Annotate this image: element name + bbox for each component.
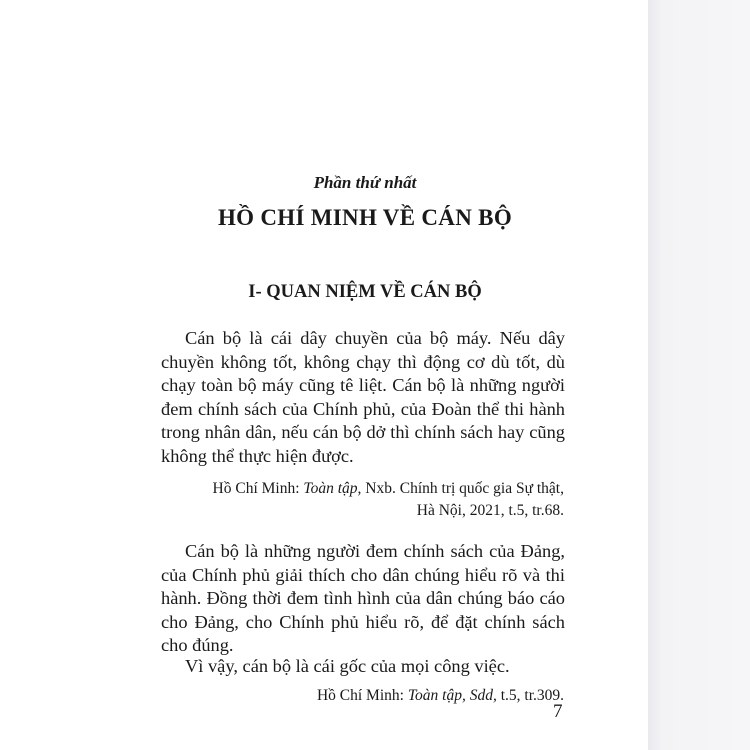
citation-work: Toàn tập, Sdd, [407,687,497,704]
citation-author: Hồ Chí Minh: [212,480,304,497]
part-label: Phần thứ nhất [313,173,417,192]
citation-work: Toàn tập, [303,480,362,497]
citation-publisher: Nxb. Chính trị quốc gia Sự thật, [361,480,564,497]
citation-author: Hồ Chí Minh: [316,687,408,704]
citation-line: Hà Nội, 2021, t.5, tr.68. [416,502,564,519]
citation-line [213,478,564,500]
part-title: HỒ CHÍ MINH VỀ CÁN BỘ [217,205,513,230]
paragraph [161,327,565,469]
citation [317,685,564,707]
paragraph-text: Cán bộ là những người đem chính sách của Đảng, của Chính phủ giải thích cho dân chúng hiểu rõ và thi hành. Đồng thời đem tình hình của dân chúng báo cáo cho Đảng, cho Chính phủ hiểu rõ, để đặt chính sách cho đúng. [161,541,565,656]
citation-pages: t.5, tr.309. [496,687,564,704]
page-number: 7 [553,701,563,722]
paragraph: Vì vậy, cán bộ là cái gốc của mọi công việc. [185,656,510,676]
section-heading: I- QUAN NIỆM VỀ CÁN BỘ [248,282,482,302]
citation [213,478,564,522]
paragraph-text: Cán bộ là cái dây chuyền của bộ máy. Nếu dây chuyền không tốt, không chạy thì động cơ dù tốt, dù chạy toàn bộ máy cũng tê liệt. Cán bộ là những người đem chính sách của Chính phủ, của Đoàn thể thi hành trong nhân dân, nếu cán bộ dở thì chính sách hay cũng không thể thực hiện được. [161,328,565,466]
page-edge-shadow [648,0,750,750]
citation-line [317,685,564,707]
paragraph [161,540,565,658]
